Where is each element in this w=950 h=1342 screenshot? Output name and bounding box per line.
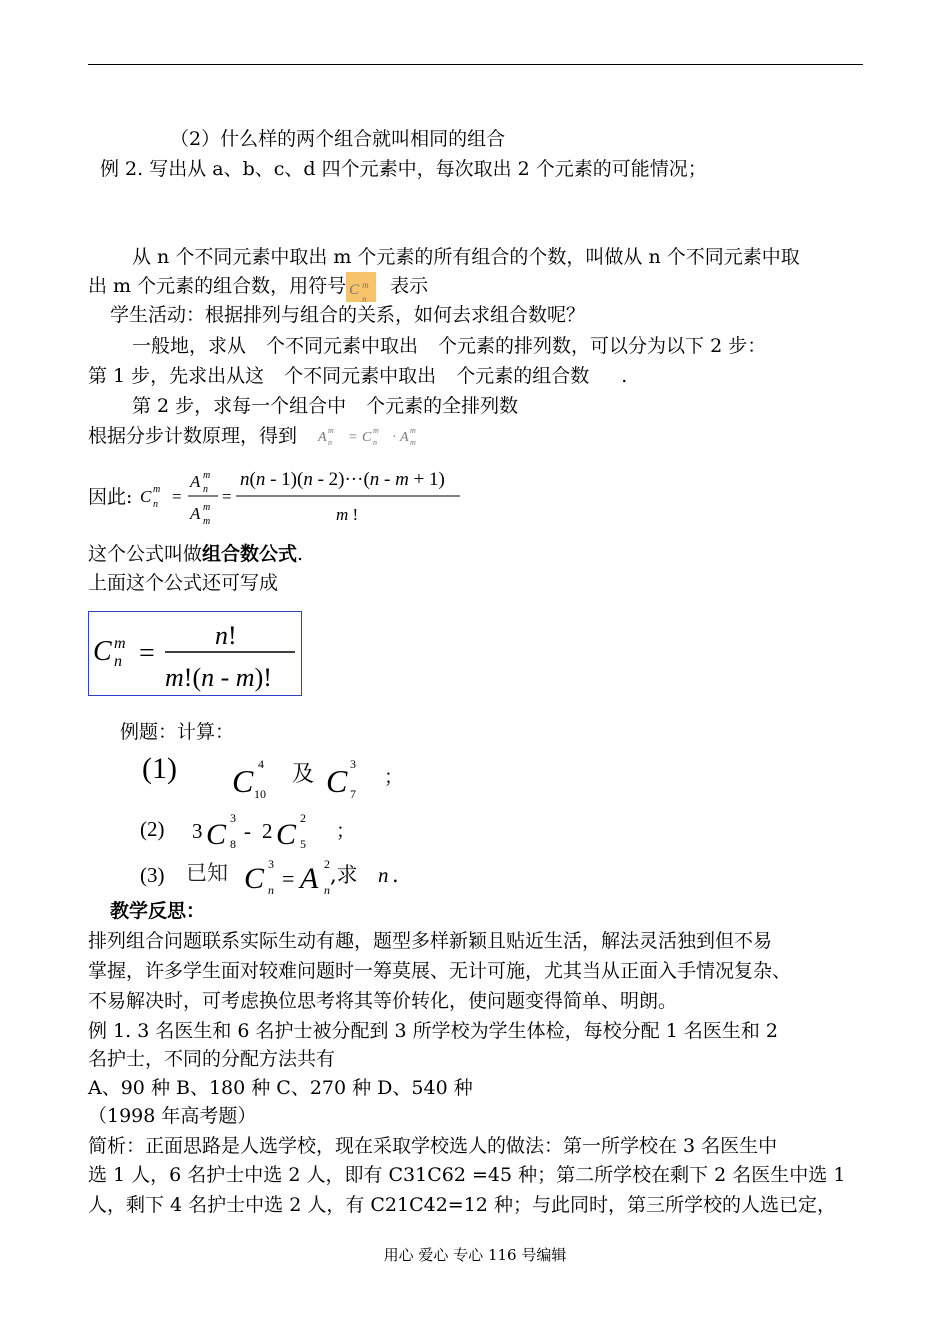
svg-text:n: n (153, 499, 158, 510)
svg-text:m: m (373, 426, 379, 435)
combination-symbol: C m n (346, 272, 376, 302)
svg-text:C: C (244, 862, 265, 895)
svg-text:n(n - 1)(n - 2)···(n - m + 1): n(n - 1)(n - 2)···(n - m + 1) (240, 469, 445, 490)
svg-text:n!: n! (215, 621, 237, 650)
reflection-title: 教学反思： (110, 900, 206, 922)
example-1b-line-2: 名护士，不同的分配方法共有 (88, 1048, 336, 1070)
svg-text:C: C (276, 818, 297, 851)
answer-choices: A、90 种 B、180 种 C、270 种 D、540 种 (88, 1077, 473, 1099)
svg-text:A: A (190, 504, 201, 523)
svg-text:3: 3 (192, 819, 203, 843)
svg-text:n: n (268, 883, 274, 896)
reflection-line-1: 排列组合问题联系实际生动有趣，题型多样新颖且贴近生活，解法灵活独到但不易 (88, 930, 773, 952)
svg-text:n: n (373, 438, 377, 447)
svg-text:m!(n - m)!: m!(n - m)! (165, 663, 272, 692)
student-activity: 学生活动：根据排列与组合的关系，如何去求组合数呢？ (110, 304, 586, 326)
svg-text:4: 4 (258, 757, 264, 771)
svg-text:m: m (203, 470, 211, 481)
svg-text:=: = (222, 487, 232, 506)
svg-text:A: A (190, 472, 201, 491)
svg-text:=: = (139, 638, 155, 669)
svg-text:2: 2 (300, 811, 306, 825)
therefore-label: 因此: (88, 486, 133, 508)
svg-text:m !: m ! (336, 505, 359, 524)
svg-text:2: 2 (324, 857, 330, 871)
example-2: 例 2. 写出从 a、b、c、d 四个元素中，每次取出 2 个元素的可能情况； (100, 158, 707, 180)
svg-text:C: C (140, 487, 152, 506)
svg-text:3: 3 (268, 857, 274, 871)
count-principle: 根据分步计数原理，得到 (88, 425, 298, 447)
svg-text:=: = (349, 430, 357, 445)
svg-text:m: m (410, 426, 416, 435)
svg-text:n: n (328, 438, 332, 447)
page-footer: 用心 爱心 专心 116 号编辑 (383, 1246, 567, 1264)
reflection-line-2: 掌握，许多学生面对较难问题时一筹莫展、无计可施，尤其当从正面入手情况复杂、 (88, 960, 792, 982)
combination-formula (136, 460, 466, 530)
analysis-line-3: 人，剩下 4 名护士中选 2 人，有 C21C42=12 种；与此同时，第三所学校的人选已定， (88, 1194, 836, 1216)
formula-box (88, 611, 302, 696)
svg-text:5: 5 (300, 837, 306, 851)
header-rule (88, 64, 863, 65)
svg-text:m: m (203, 516, 211, 527)
svg-text:A: A (300, 862, 319, 895)
example-1b-line-1: 例 1. 3 名医生和 6 名护士被分配到 3 所学校为学生体检，每校分配 1 名医生和 2 (88, 1020, 778, 1042)
svg-text:8: 8 (230, 837, 236, 851)
svg-text:C: C (362, 430, 372, 445)
svg-text:n: n (203, 484, 208, 495)
definition-line-1: 从 n 个不同元素中取出 m 个元素的所有组合的个数，叫做从 n 个不同元素中取 (132, 246, 800, 268)
svg-text:m: m (114, 635, 126, 652)
svg-text:2: 2 (262, 819, 273, 843)
general-method: 一般地，求从 个不同元素中取出 个元素的排列数，可以分为以下 2 步： (132, 335, 767, 357)
analysis-line-1: 简析：正面思路是人选学校，现在采取学校选人的做法：第一所学校在 3 名医生中 (88, 1135, 778, 1157)
svg-text:m: m (203, 502, 211, 513)
svg-text:n: n (114, 653, 122, 670)
svg-text:A: A (400, 430, 409, 445)
svg-text:C: C (206, 818, 227, 851)
analysis-line-2: 选 1 人，6 名护士中选 2 人，即有 C31C62 =45 种；第二所学校在剩下 2 名医生中选 1 (88, 1164, 846, 1186)
svg-text:C: C (93, 636, 112, 667)
definition-text: 出 m 个元素的组合数，用符号 (88, 275, 347, 297)
formula-name: 这个公式叫做组合数公式. (88, 543, 304, 565)
svg-text:m: m (410, 438, 416, 447)
definition-end: 表示 (390, 275, 429, 297)
svg-text:m: m (328, 426, 334, 435)
permutation-equation (316, 423, 436, 451)
svg-text:=: = (172, 487, 182, 506)
svg-text:=: = (282, 866, 295, 891)
svg-text:3: 3 (230, 811, 236, 825)
step-2: 第 2 步，求每一个组合中 个元素的全排列数 (132, 395, 519, 417)
svg-text:m: m (153, 484, 161, 495)
definition-line-2 (88, 272, 428, 302)
question-2: （2）什么样的两个组合就叫相同的组合 (170, 128, 506, 150)
example-calc-heading: 例题：计算： (120, 721, 235, 743)
svg-text:·: · (392, 430, 397, 445)
step-1: 第 1 步，先求出从这 个不同元素中取出 个元素的组合数 . (88, 365, 628, 387)
svg-text:C: C (232, 763, 254, 799)
svg-text:10: 10 (254, 787, 266, 800)
svg-text:3: 3 (350, 757, 356, 771)
svg-text:A: A (318, 430, 327, 445)
svg-text:-: - (244, 819, 251, 843)
reflection-line-3: 不易解决时，可考虑换位思考将其等价转化，使问题变得简单、明朗。 (88, 990, 678, 1012)
svg-text:7: 7 (350, 787, 356, 800)
svg-text:C: C (326, 763, 348, 799)
exam-source: （1998 年高考题） (88, 1105, 257, 1127)
svg-text:n: n (324, 883, 330, 896)
alt-form-intro: 上面这个公式还可写成 (88, 572, 279, 594)
